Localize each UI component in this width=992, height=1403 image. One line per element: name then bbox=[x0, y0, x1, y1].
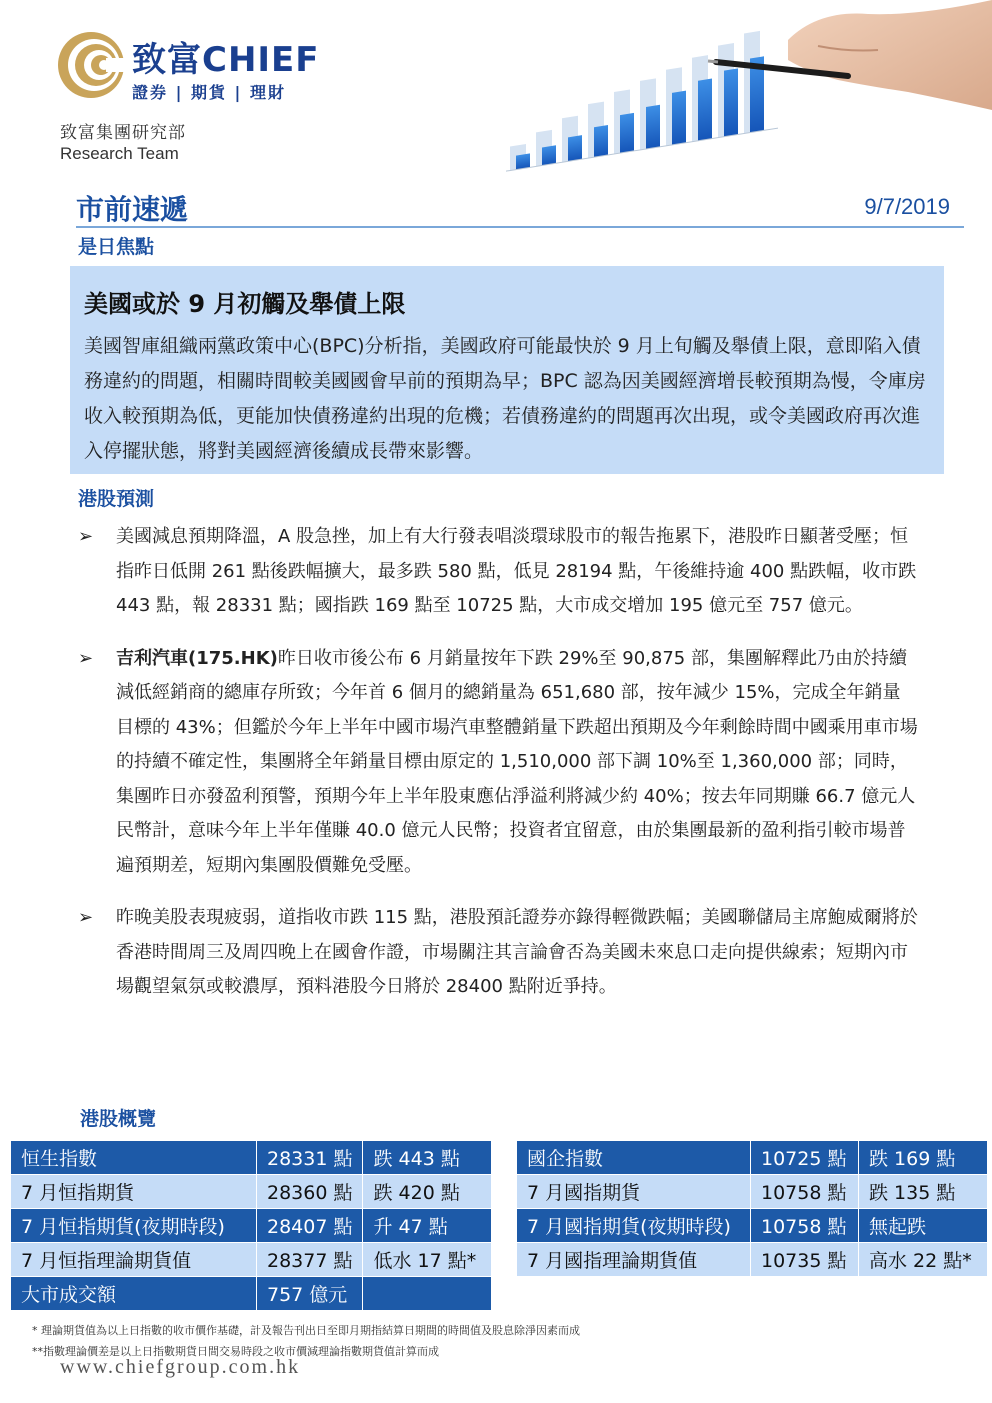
table-cell: 無起跌 bbox=[859, 1209, 988, 1243]
page-title: 市前速遞 bbox=[76, 193, 189, 226]
table-cell: 升 47 點 bbox=[363, 1209, 492, 1243]
bullet-text: 昨日收市後公布 6 月銷量按年下跌 29%至 90,875 部，集團解釋此乃由於持續減低經銷商的總庫存所致；今年首 6 個月的總銷量為 651,680 部，按年減少 15%，完成全年銷量目標的 43%；但鑑於今年上半年中國市場汽車整體銷量下跌超出預期及今年剩餘時間中國乘用車市場的持續不確定性，集團將全年銷量目標由原定的 1,510,000 部下調 10%至 1,360,000 部；同時，集團昨日亦發盈利預警，預期今年上半年股東應佔淨溢利將減少約 40%；按去年同期賺 66.7 億元人民幣計，意味今年上半年僅賺 40.0 億元人民幣；投資者宜留意，由於集團最新的盈利指引較市場普遍預期差，短期內集團股價難免受壓。 bbox=[116, 647, 918, 876]
arrow-bullet-icon: ➢ bbox=[78, 907, 94, 928]
website-link[interactable]: www.chiefgroup.com.hk bbox=[60, 1356, 301, 1378]
table-row bbox=[11, 1243, 492, 1277]
chief-logo-icon bbox=[56, 30, 126, 100]
overview-label: 港股概覽 bbox=[80, 1108, 157, 1130]
table-cell: 10758 點 bbox=[751, 1209, 859, 1243]
table-row bbox=[517, 1243, 988, 1277]
table-cell: 大市成交額 bbox=[11, 1277, 257, 1311]
bullet-text: 美國減息預期降溫，A 股急挫，加上有大行發表唱淡環球股市的報告拖累下，港股昨日顯著受壓；恒指昨日低開 261 點後跌幅擴大，最多跌 580 點，低見 28194 點，午後維持逾 400 點跌幅，收市跌 443 點，報 28331 點；國指跌 169 點至 10725 點，大市成交增加 195 億元至 757 億元。 bbox=[116, 526, 917, 616]
table-cell: 7 月國指期貨 bbox=[517, 1175, 751, 1209]
table-cell: 跌 169 點 bbox=[859, 1141, 988, 1175]
focus-headline: 美國或於 9 月初觸及舉債上限 bbox=[84, 290, 406, 318]
list-item bbox=[78, 520, 918, 624]
table-cell: 低水 17 點* bbox=[363, 1243, 492, 1277]
table-cell: 10725 點 bbox=[751, 1141, 859, 1175]
footnote-theoretical-value: * 理論期貨值為以上日指數的收市價作基礎，計及報告刊出日至即月期指結算日期間的時間值及股息除淨因素而成 bbox=[32, 1324, 580, 1337]
department-english: Research Team bbox=[60, 144, 179, 163]
table-row bbox=[517, 1209, 988, 1243]
focus-body: 美國智庫組織兩黨政策中心(BPC)分析指，美國政府可能最快於 9 月上旬觸及舉債上限，意即陷入債務違約的問題，相關時間較美國國會早前的預期為早；BPC 認為因美國經濟增長較預期為慢，令庫房收入較預期為低，更能加快債務違約出現的危機；若債務違約的問題再次出現，或令美國政府再次進入停擺狀態，將對美國經濟後續成長帶來影響。 bbox=[84, 335, 926, 462]
table-cell: 跌 443 點 bbox=[363, 1141, 492, 1175]
arrow-bullet-icon: ➢ bbox=[78, 526, 94, 547]
hscei-overview-table bbox=[516, 1140, 988, 1277]
hsi-overview-table bbox=[10, 1140, 492, 1311]
bullet-text: 昨晚美股表現疲弱，道指收市跌 115 點，港股預託證券亦錄得輕微跌幅；美國聯儲局主席鮑威爾將於香港時間周三及周四晚上在國會作證，市場關注其言論會否為美國未來息口走向提供線索；短期內市場觀望氣氛或較濃厚，預料港股今日將於 28400 點附近爭持。 bbox=[116, 907, 918, 997]
table-cell: 28331 點 bbox=[257, 1141, 363, 1175]
brand-name: 致富CHIEF bbox=[132, 40, 320, 80]
brand-subtitle: 證券 | 期貨 | 理財 bbox=[132, 83, 286, 102]
table-cell: 國企指數 bbox=[517, 1141, 751, 1175]
table-cell: 10735 點 bbox=[751, 1243, 859, 1277]
table-cell bbox=[363, 1277, 492, 1311]
table-cell: 跌 135 點 bbox=[859, 1175, 988, 1209]
footnote-spread: **指數理論價差是以上日指數期貨日間交易時段之收市價減理論指數期貨值計算而成 bbox=[32, 1345, 439, 1358]
table-cell: 757 億元 bbox=[257, 1277, 363, 1311]
bullet-bold: 吉利汽車(175.HK) bbox=[116, 647, 278, 669]
table-row bbox=[11, 1209, 492, 1243]
table-cell: 恒生指數 bbox=[11, 1141, 257, 1175]
table-cell: 28360 點 bbox=[257, 1175, 363, 1209]
table-cell: 28377 點 bbox=[257, 1243, 363, 1277]
list-item bbox=[78, 901, 918, 1005]
list-item bbox=[78, 642, 918, 884]
table-cell: 7 月國指理論期貨值 bbox=[517, 1243, 751, 1277]
table-cell: 10758 點 bbox=[751, 1175, 859, 1209]
hk-forecast-label: 港股預測 bbox=[78, 488, 155, 510]
report-date: 9/7/2019 bbox=[864, 194, 950, 219]
forecast-bullet-list bbox=[78, 520, 918, 1023]
table-row bbox=[517, 1141, 988, 1175]
focus-section-label: 是日焦點 bbox=[78, 236, 155, 258]
arrow-bullet-icon: ➢ bbox=[78, 647, 94, 669]
table-row bbox=[11, 1175, 492, 1209]
table-cell: 7 月恒指理論期貨值 bbox=[11, 1243, 257, 1277]
department-chinese: 致富集團研究部 bbox=[60, 123, 186, 143]
table-row bbox=[11, 1141, 492, 1175]
table-cell: 7 月恒指期貨(夜期時段) bbox=[11, 1209, 257, 1243]
hero-chart-image bbox=[488, 0, 992, 182]
title-row bbox=[76, 186, 964, 228]
table-row bbox=[517, 1175, 988, 1209]
table-cell: 7 月恒指期貨 bbox=[11, 1175, 257, 1209]
focus-box bbox=[70, 266, 944, 474]
table-cell: 跌 420 點 bbox=[363, 1175, 492, 1209]
table-cell: 7 月國指期貨(夜期時段) bbox=[517, 1209, 751, 1243]
table-row bbox=[11, 1277, 492, 1311]
table-cell: 28407 點 bbox=[257, 1209, 363, 1243]
table-cell: 高水 22 點* bbox=[859, 1243, 988, 1277]
